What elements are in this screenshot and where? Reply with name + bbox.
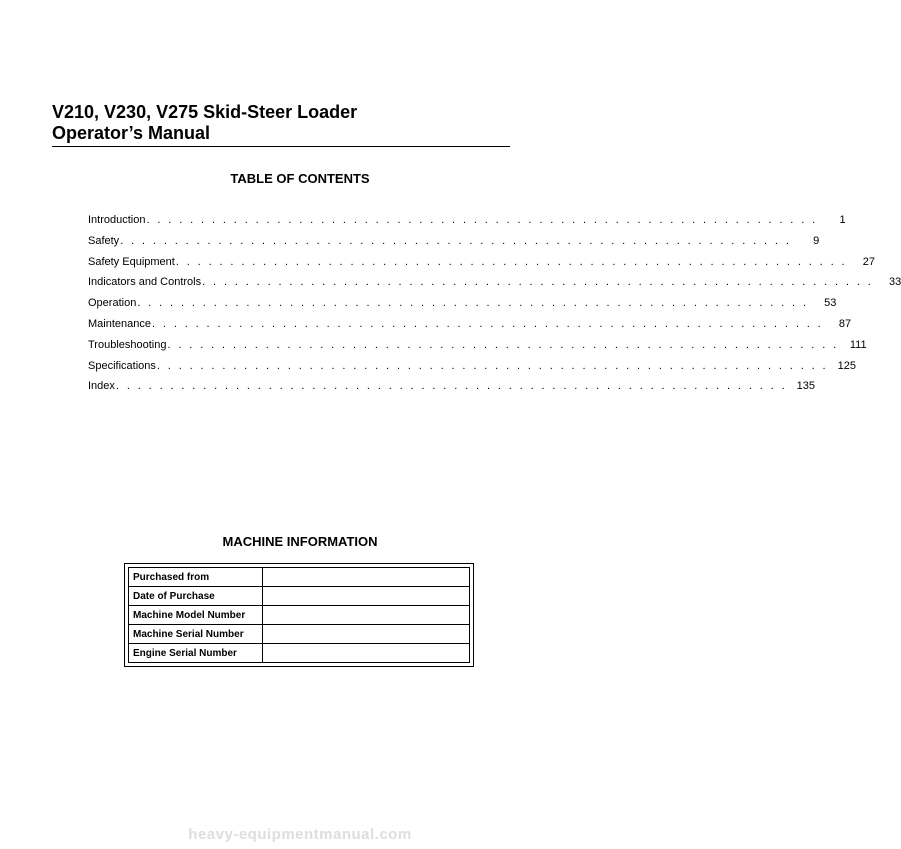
- table-of-contents: [88, 214, 901, 401]
- toc-entry-page: 125: [837, 359, 856, 372]
- toc-entry-maintenance[interactable]: [88, 317, 852, 339]
- toc-leader-dots: . . . . . . . . . . . . . . . . . . . . . . . . . . . . . . . . . . . . . . . . . . . . . . . . . . . . . . . . . . . . . .: [115, 380, 788, 393]
- machine-info-heading: MACHINE INFORMATION: [222, 534, 378, 549]
- toc-entry-page: 33: [888, 276, 901, 289]
- toc-entry-label: Troubleshooting: [88, 338, 167, 351]
- machine-serial-number-label: Machine Serial Number: [129, 625, 263, 644]
- table-row: [129, 587, 470, 606]
- table-row: [129, 606, 470, 625]
- purchased-from-label: Purchased from: [129, 568, 263, 587]
- toc-entry-label: Indicators and Controls: [88, 276, 202, 289]
- toc-entry-label: Operation: [88, 297, 137, 310]
- toc-leader-dots: . . . . . . . . . . . . . . . . . . . . . . . . . . . . . . . . . . . . . . . . . . . . . . . . . . . . . . . . . . . . . .: [175, 255, 847, 268]
- title-line-2: Operator’s Manual: [52, 123, 211, 143]
- toc-entry-page: 27: [862, 255, 875, 268]
- machine-serial-number-field[interactable]: [263, 625, 470, 644]
- engine-serial-number-label: Engine Serial Number: [129, 644, 263, 663]
- toc-entry-page: 9: [813, 234, 820, 247]
- toc-entry-safety-equipment[interactable]: [88, 255, 875, 277]
- engine-serial-number-field[interactable]: [263, 644, 470, 663]
- toc-entry-label: Safety: [88, 234, 120, 247]
- toc-entry-page: 135: [796, 380, 816, 393]
- toc-entry-introduction[interactable]: [88, 214, 846, 235]
- title-line-1: V210, V230, V275 Skid-Steer Loader: [52, 102, 358, 122]
- date-of-purchase-field[interactable]: [263, 587, 470, 606]
- table-row: [129, 625, 470, 644]
- document-title: [52, 102, 357, 144]
- watermark: heavy-equipmentmanual.com: [188, 826, 412, 843]
- toc-leader-dots: . . . . . . . . . . . . . . . . . . . . . . . . . . . . . . . . . . . . . . . . . . . . . . . . . . . . . . . . . . . . . .: [146, 214, 818, 226]
- toc-entry-label: Safety Equipment: [88, 255, 175, 268]
- title-divider: [52, 146, 510, 147]
- toc-entry-troubleshooting[interactable]: [88, 338, 867, 360]
- toc-entry-safety[interactable]: [88, 234, 820, 256]
- table-row: [129, 568, 470, 587]
- table-row: [129, 644, 470, 663]
- toc-leader-dots: . . . . . . . . . . . . . . . . . . . . . . . . . . . . . . . . . . . . . . . . . . . . . . . . . . . . . . . . . . . . . .: [137, 297, 809, 310]
- machine-info-table: [124, 563, 474, 667]
- machine-model-number-label: Machine Model Number: [129, 606, 263, 625]
- toc-entry-page: 111: [849, 338, 867, 351]
- machine-model-number-field[interactable]: [263, 606, 470, 625]
- toc-entry-page: 1: [839, 214, 846, 226]
- toc-entry-page: 87: [838, 317, 852, 330]
- toc-leader-dots: . . . . . . . . . . . . . . . . . . . . . . . . . . . . . . . . . . . . . . . . . . . . . . . . . . . . . . . . . . . . . .: [156, 359, 828, 372]
- toc-entry-index[interactable]: [88, 380, 816, 401]
- toc-heading: TABLE OF CONTENTS: [230, 171, 370, 186]
- toc-entry-operation[interactable]: [88, 297, 837, 318]
- date-of-purchase-label: Date of Purchase: [129, 587, 263, 606]
- toc-leader-dots: . . . . . . . . . . . . . . . . . . . . . . . . . . . . . . . . . . . . . . . . . . . . . . . . . . . . . . . . . . . . . .: [120, 234, 792, 247]
- toc-entry-label: Introduction: [88, 214, 146, 226]
- toc-leader-dots: . . . . . . . . . . . . . . . . . . . . . . . . . . . . . . . . . . . . . . . . . . . . . . . . . . . . . . . . . . . . . .: [167, 338, 839, 351]
- toc-entry-indicators-and-controls[interactable]: [88, 276, 901, 297]
- purchased-from-field[interactable]: [263, 568, 470, 587]
- toc-entry-page: 53: [824, 297, 837, 310]
- toc-leader-dots: . . . . . . . . . . . . . . . . . . . . . . . . . . . . . . . . . . . . . . . . . . . . . . . . . . . . . . . . . . . . . .: [202, 276, 874, 289]
- toc-entry-label: Index: [88, 380, 115, 393]
- toc-leader-dots: . . . . . . . . . . . . . . . . . . . . . . . . . . . . . . . . . . . . . . . . . . . . . . . . . . . . . . . . . . . . . .: [152, 317, 824, 330]
- toc-entry-label: Specifications: [88, 359, 156, 372]
- toc-entry-label: Maintenance: [88, 317, 151, 330]
- toc-entry-specifications[interactable]: [88, 359, 856, 381]
